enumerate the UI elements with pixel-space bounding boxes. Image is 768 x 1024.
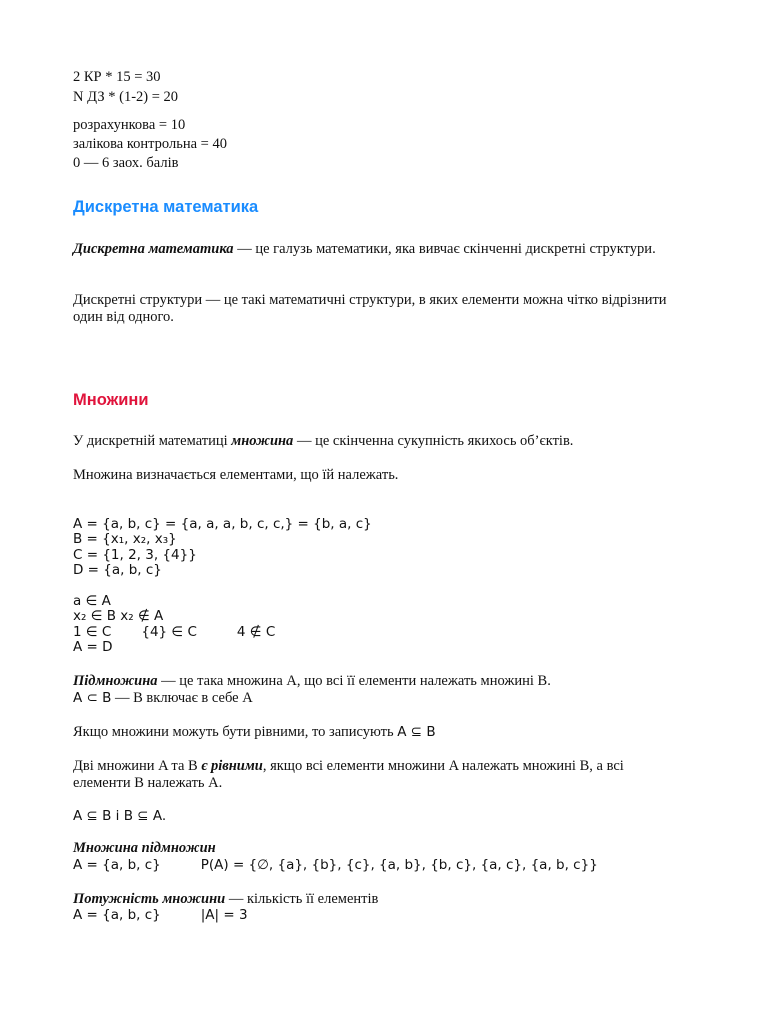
definition-set-text: — це скінченна сукупність якихось об’єктів. — [293, 433, 574, 449]
formula-cardinality-a: A = {a, b, c} — [73, 907, 161, 923]
formula-powerset: P(A) = {∅, {a}, {b}, {c}, {a, b}, {b, c}, {a, c}, {a, b, c}} — [200, 857, 598, 873]
grading-line-control-works: 2 КР * 15 = 30 — [73, 69, 161, 85]
subset-equal-text: Якщо множини можуть бути рівними, то записують — [73, 724, 398, 740]
formula-powerset-a: A = {a, b, c} — [73, 857, 161, 873]
formula-4-not-in-c: 4 ∉ C — [236, 624, 276, 640]
powerset-formulas — [73, 857, 598, 874]
grading-line-bonus: 0 — 6 заох. балів — [73, 155, 179, 171]
formula-1-in-c: 1 ∈ C — [73, 624, 112, 640]
term-equal: є рівними — [201, 758, 263, 774]
formula-membership-2: x₂ ∈ B x₂ ∉ A — [73, 608, 164, 624]
heading-powerset: Множина підмножин — [73, 840, 216, 856]
grading-line-final-test: залікова контрольна = 40 — [73, 136, 227, 152]
formula-membership-1: a ∈ A — [73, 593, 111, 609]
formula-a-equals-d: A = D — [73, 639, 113, 655]
grading-line-homework: N ДЗ * (1-2) = 20 — [73, 89, 179, 105]
term-subset: Підмножина — [73, 673, 158, 689]
definition-subset-text: — це така множина A, що всі її елементи належать множині B. — [157, 673, 551, 689]
formula-cardinality-value: |A| = 3 — [200, 907, 248, 923]
term-cardinality: Потужність множини — [73, 891, 226, 907]
equal-sets-text: , якщо всі елементи множини A належать множині B, а всі елементи B належать A. — [73, 758, 624, 791]
formula-set-c: C = {1, 2, 3, {4}} — [73, 547, 197, 563]
definition-cardinality — [73, 891, 378, 908]
definition-set — [73, 433, 573, 450]
definition-discrete-structures: Дискретні структури — це такі математичні структури, в яких елементи можна чітко відрізнити один від одного. — [73, 292, 667, 325]
definition-text: — це галузь математики, яка вивчає скінченні дискретні структури. — [233, 241, 656, 257]
formula-set-d: D = {a, b, c} — [73, 562, 162, 578]
grading-line-calculation: розрахункова = 10 — [73, 117, 186, 133]
cardinality-formulas — [73, 907, 248, 924]
definition-discrete-math — [73, 241, 673, 258]
definition-cardinality-text: — кількість її елементів — [225, 891, 379, 907]
definition-set-prefix: У дискретній математиці — [73, 433, 232, 449]
heading-sets: Множини — [73, 391, 149, 409]
formula-subset: A ⊂ B — [73, 690, 112, 706]
formula-set-b: B = {x₁, x₂, x₃} — [73, 531, 177, 547]
term-set: множина — [231, 433, 294, 449]
formula-set4-in-c: {4} ∈ C — [141, 624, 197, 640]
formula-equality-condition: A ⊆ B і B ⊆ A. — [73, 808, 167, 824]
definition-subset — [73, 673, 551, 690]
formula-subset-equal: A ⊆ B — [397, 724, 436, 740]
set-elements-note: Множина визначається елементами, що їй належать. — [73, 467, 399, 483]
subset-notation — [73, 690, 253, 707]
definition-equal-sets — [73, 758, 673, 792]
formula-set-a: A = {a, b, c} = {a, a, a, b, c, c,} = {b, a, c} — [73, 516, 372, 532]
subset-equal-note — [73, 724, 436, 741]
term-discrete-math: Дискретна математика — [73, 241, 234, 257]
subset-notation-text: — B включає в себе A — [111, 690, 253, 706]
equal-sets-prefix: Дві множини A та B — [73, 758, 202, 774]
heading-discrete-math: Дискретна математика — [73, 198, 259, 216]
